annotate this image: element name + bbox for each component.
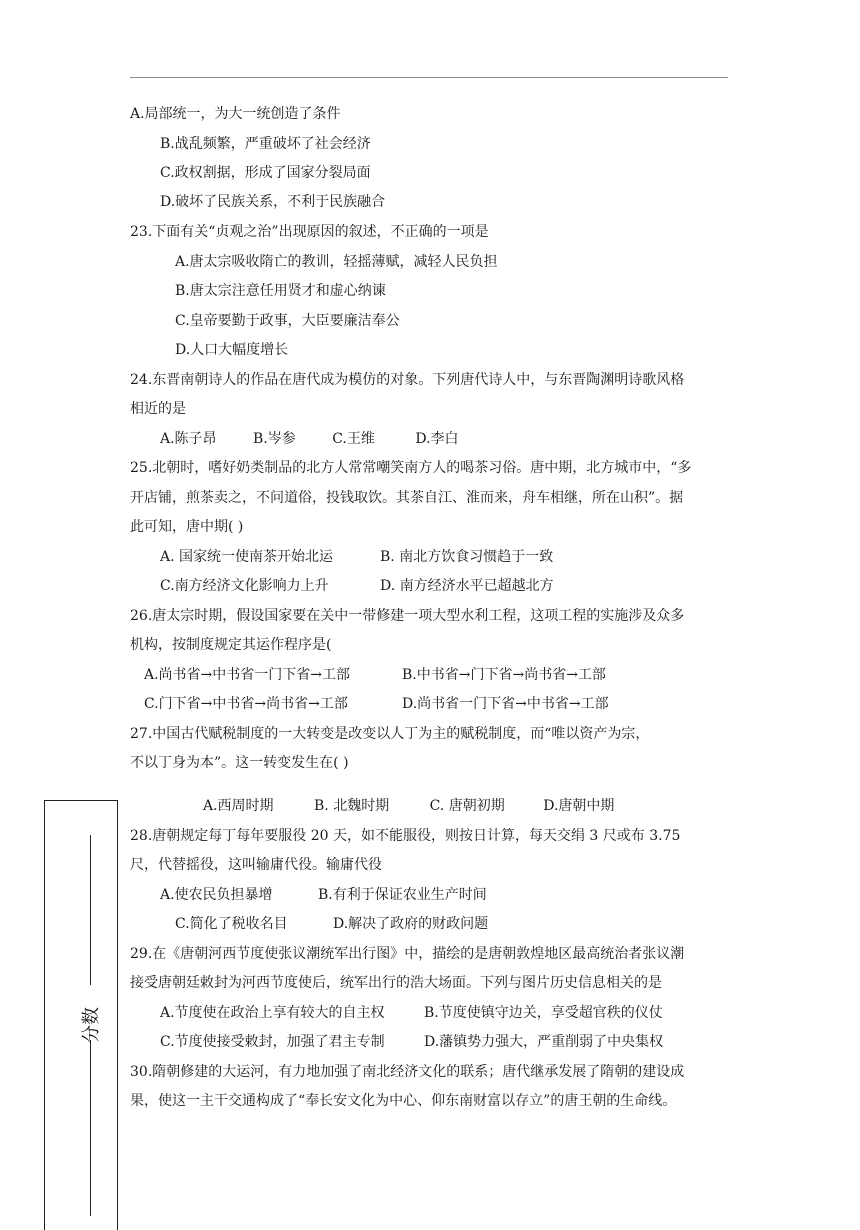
q22-option-b: B.战乱频繁，严重破坏了社会经济 (160, 136, 371, 152)
q27-option-c: C. 唐朝初期 (429, 798, 505, 814)
q29-option-c: C.节度使接受敕封，加强了君主专制 (160, 1034, 385, 1050)
q27-option-d: D.唐朝中期 (543, 798, 615, 814)
q26-stem-line1: 26.唐太宗时期，假设国家要在关中一带修建一项大型水利工程，这项工程的实施涉及众多 (130, 608, 685, 624)
q28-option-c: C.简化了税收名目 (175, 916, 288, 932)
q24-stem-line1: 24.东晋南朝诗人的作品在唐代成为模仿的对象。下列唐代诗人中，与东晋陶渊明诗歌风格 (130, 372, 685, 388)
q23-option-c: C.皇帝要勤于政事，大臣要廉洁奉公 (175, 313, 400, 329)
q25-stem-line1: 25.北朝时，嗜好奶类制品的北方人常常嘲笑南方人的喝茶习俗。唐中期，北方城市中，“多 (130, 460, 692, 476)
q29-option-b: B.节度使镇守边关，享受超官秩的仪仗 (424, 1005, 663, 1021)
q27-stem-line1: 27.中国古代赋税制度的一大转变是改变以人丁为主的赋税制度，而“唯以资产为宗， (130, 726, 650, 742)
q25-option-b: B. 南北方饮食习惯趋于一致 (380, 549, 554, 565)
q29-stem-line2: 接受唐朝廷敕封为河西节度使后，统军出行的浩大场面。下列与图片历史信息相关的是 (130, 975, 662, 991)
q27-option-b: B. 北魏时期 (314, 798, 390, 814)
q28-option-d: D.解决了政府的财政问题 (333, 916, 489, 932)
q24-option-d: D.李白 (415, 431, 459, 447)
q24-stem-line2: 相近的是 (130, 401, 186, 417)
q29-stem-line1: 29.在《唐朝河西节度使张议潮统军出行图》中，描绘的是唐朝敦煌地区最高统治者张议潮 (130, 946, 685, 962)
q26-option-c: C.门下省→中书省→尚书省→工部 (144, 696, 348, 712)
q24-option-c: C.王维 (332, 431, 375, 447)
q27-options (203, 796, 614, 816)
q22-option-c: C.政权割据，形成了国家分裂局面 (160, 165, 371, 181)
q26-option-a: A.尚书省→中书省一门下省→工部 (144, 667, 351, 683)
q26-stem-line2: 机构，按制度规定其运作程序是( (130, 637, 332, 653)
q29-option-a: A.节度使在政治上享有较大的自主权 (160, 1005, 385, 1021)
q25-option-c: C.南方经济文化影响力上升 (160, 578, 329, 594)
header-rule (130, 77, 728, 78)
score-label: 分数 (81, 1007, 102, 1043)
q28-option-b: B.有利于保证农业生产时间 (318, 887, 487, 903)
q29-option-d: D.藩镇势力强大，严重削弱了中央集权 (424, 1034, 664, 1050)
q25-stem-line3: 此可知，唐中期( ) (130, 519, 244, 535)
q23-option-a: A.唐太宗吸收隋亡的教训，轻摇薄赋，减轻人民负担 (175, 254, 498, 270)
q23-option-d: D.人口大幅度增长 (175, 342, 289, 358)
q27-stem-line2: 不以丁身为本”。这一转变发生在( ) (130, 755, 349, 771)
q23-option-b: B.唐太宗注意任用贤才和虚心纳谏 (175, 283, 386, 299)
q26-option-d: D.尚书省一门下省→中书省→工部 (402, 696, 609, 712)
q28-stem-line1: 28.唐朝规定每丁每年要服役 20 天，如不能服役，则按日计算，每天交绢 3 尺或布 3.75 (130, 828, 681, 844)
q27-option-a: A.西周时期 (203, 798, 274, 814)
q22-option-d: D.破坏了民族关系，不利于民族融合 (160, 194, 386, 210)
q24-option-b: B.岑参 (253, 431, 296, 447)
q30-stem-line2: 果，使这一主干交通构成了“奉长安文化为中心、仰东南财富以存立”的唐王朝的生命线。 (130, 1093, 677, 1109)
q25-stem-line2: 开店铺，煎茶卖之，不问道俗，投钱取饮。其茶自江、淮而来，舟车相继，所在山积”。据 (130, 490, 684, 506)
q22-option-a: A.局部统一，为大一统创造了条件 (130, 106, 341, 122)
q30-stem-line1: 30.隋朝修建的大运河，有力地加强了南北经济文化的联系；唐代继承发展了隋朝的建设成 (130, 1064, 685, 1080)
q23-stem: 23.下面有关“贞观之治”出现原因的叙述，不正确的一项是 (130, 224, 489, 240)
score-blank-upper (90, 835, 91, 985)
q25-option-d: D. 南方经济水平已超越北方 (380, 578, 554, 594)
q28-stem-line2: 尺，代替摇役，这叫输庸代役。输庸代役 (130, 857, 382, 873)
q28-option-a: A.使农民负担暴增 (160, 887, 273, 903)
q24-options (160, 429, 459, 449)
q24-option-a: A.陈子昂 (160, 431, 217, 447)
q26-option-b: B.中书省→门下省→尚书省→工部 (402, 667, 606, 683)
score-blank-lower (90, 1040, 91, 1216)
q25-option-a: A. 国家统一使南茶开始北运 (160, 549, 334, 565)
